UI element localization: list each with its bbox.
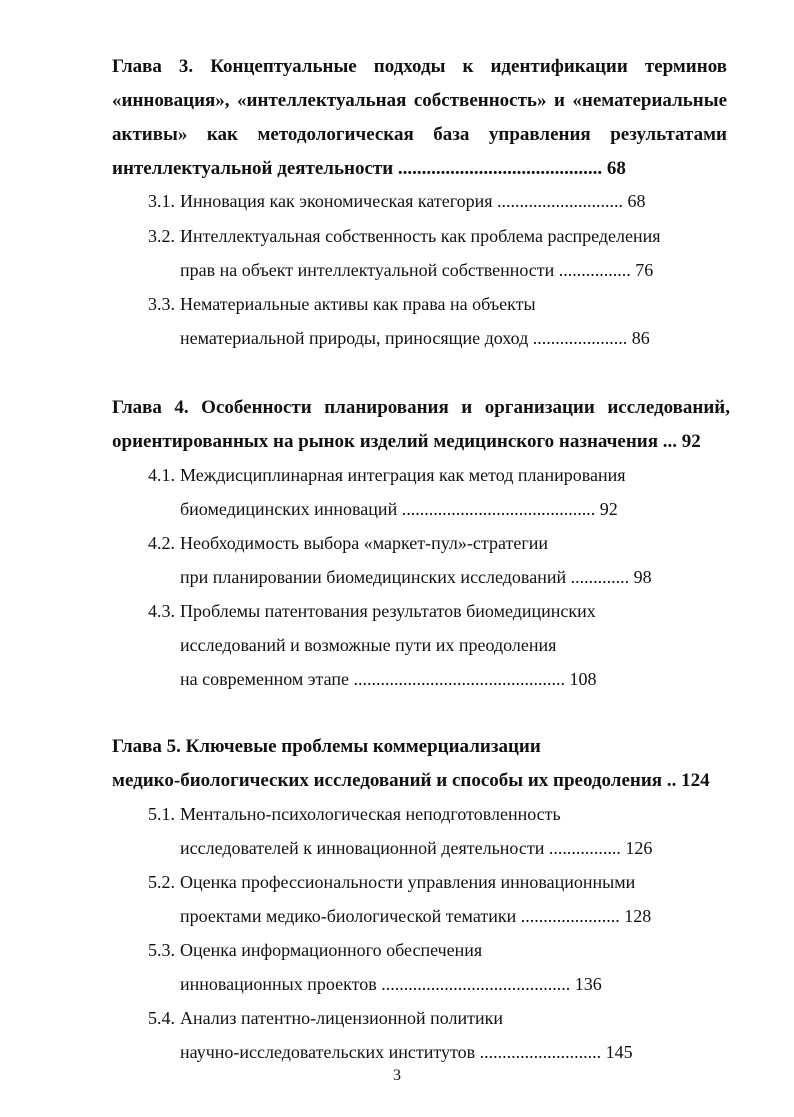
- section-5-3-line-2: инновационных проектов .......................................... 136: [180, 974, 602, 994]
- section-4-2-line-2: при планировании биомедицинских исследований ............. 98: [180, 567, 652, 587]
- section-5-4-number: 5.4.: [148, 1008, 175, 1028]
- section-4-1-line-2: биомедицинских инноваций ........................................... 92: [180, 499, 618, 519]
- chapter-4-line-1: Глава 4. Особенности планирования и организации исследований,: [112, 397, 730, 418]
- section-3-1-number: 3.1.: [148, 191, 175, 211]
- section-5-1-line-2: исследователей к инновационной деятельности ................ 126: [180, 838, 653, 858]
- section-4-2-line-1: Необходимость выбора «маркет-пул»-стратегии: [180, 533, 549, 553]
- section-4-1-number: 4.1.: [148, 465, 175, 485]
- section-4-1-line-1: Междисциплинарная интеграция как метод планирования: [180, 465, 626, 485]
- section-5-4-line-1: Анализ патентно-лицензионной политики: [180, 1008, 504, 1028]
- section-4-2-number: 4.2.: [148, 533, 175, 553]
- section-3-2-line-1: Интеллектуальная собственность как проблема распределения: [180, 226, 661, 246]
- section-3-3-line-1: Нематериальные активы как права на объекты: [180, 294, 536, 314]
- section-5-1-line-1: Ментально-психологическая неподготовленность: [180, 804, 561, 824]
- chapter-5-line-2: медико-биологических исследований и способы их преодоления .. 124: [112, 770, 710, 791]
- section-3-3-number: 3.3.: [148, 294, 175, 314]
- chapter-3-line-4: интеллектуальной деятельности ........................................... 68: [112, 158, 626, 179]
- page-number: 3: [393, 1067, 401, 1084]
- section-5-3-number: 5.3.: [148, 940, 175, 960]
- section-3-1-line-1: Инновация как экономическая категория ............................ 68: [180, 191, 646, 211]
- section-3-2-line-2: прав на объект интеллектуальной собственности ................ 76: [180, 260, 654, 280]
- chapter-4-line-2: ориентированных на рынок изделий медицинского назначения ... 92: [112, 431, 701, 452]
- section-5-2-line-2: проектами медико-биологической тематики ...................... 128: [180, 906, 652, 926]
- chapter-3-line-3: активы» как методологическая база управления результатами: [112, 124, 727, 145]
- chapter-3-line-2: «инновация», «интеллектуальная собственность» и «нематериальные: [112, 90, 727, 111]
- section-5-1-number: 5.1.: [148, 804, 175, 824]
- section-4-3-number: 4.3.: [148, 601, 175, 621]
- section-5-4-line-2: научно-исследовательских институтов ........................... 145: [180, 1042, 633, 1062]
- chapter-3-line-1: Глава 3. Концептуальные подходы к идентификации терминов: [112, 56, 727, 77]
- section-5-2-number: 5.2.: [148, 872, 175, 892]
- section-4-3-line-2: исследований и возможные пути их преодоления: [180, 635, 557, 655]
- section-5-2-line-1: Оценка профессиональности управления инновационными: [180, 872, 636, 892]
- section-5-3-line-1: Оценка информационного обеспечения: [180, 940, 483, 960]
- section-3-3-line-2: нематериальной природы, приносящие доход ..................... 86: [180, 328, 650, 348]
- section-3-2-number: 3.2.: [148, 226, 175, 246]
- chapter-5-line-1: Глава 5. Ключевые проблемы коммерциализации: [112, 736, 541, 757]
- section-4-3-line-3: на современном этапе ............................................... 108: [180, 669, 597, 689]
- section-4-3-line-1: Проблемы патентования результатов биомедицинских: [180, 601, 596, 621]
